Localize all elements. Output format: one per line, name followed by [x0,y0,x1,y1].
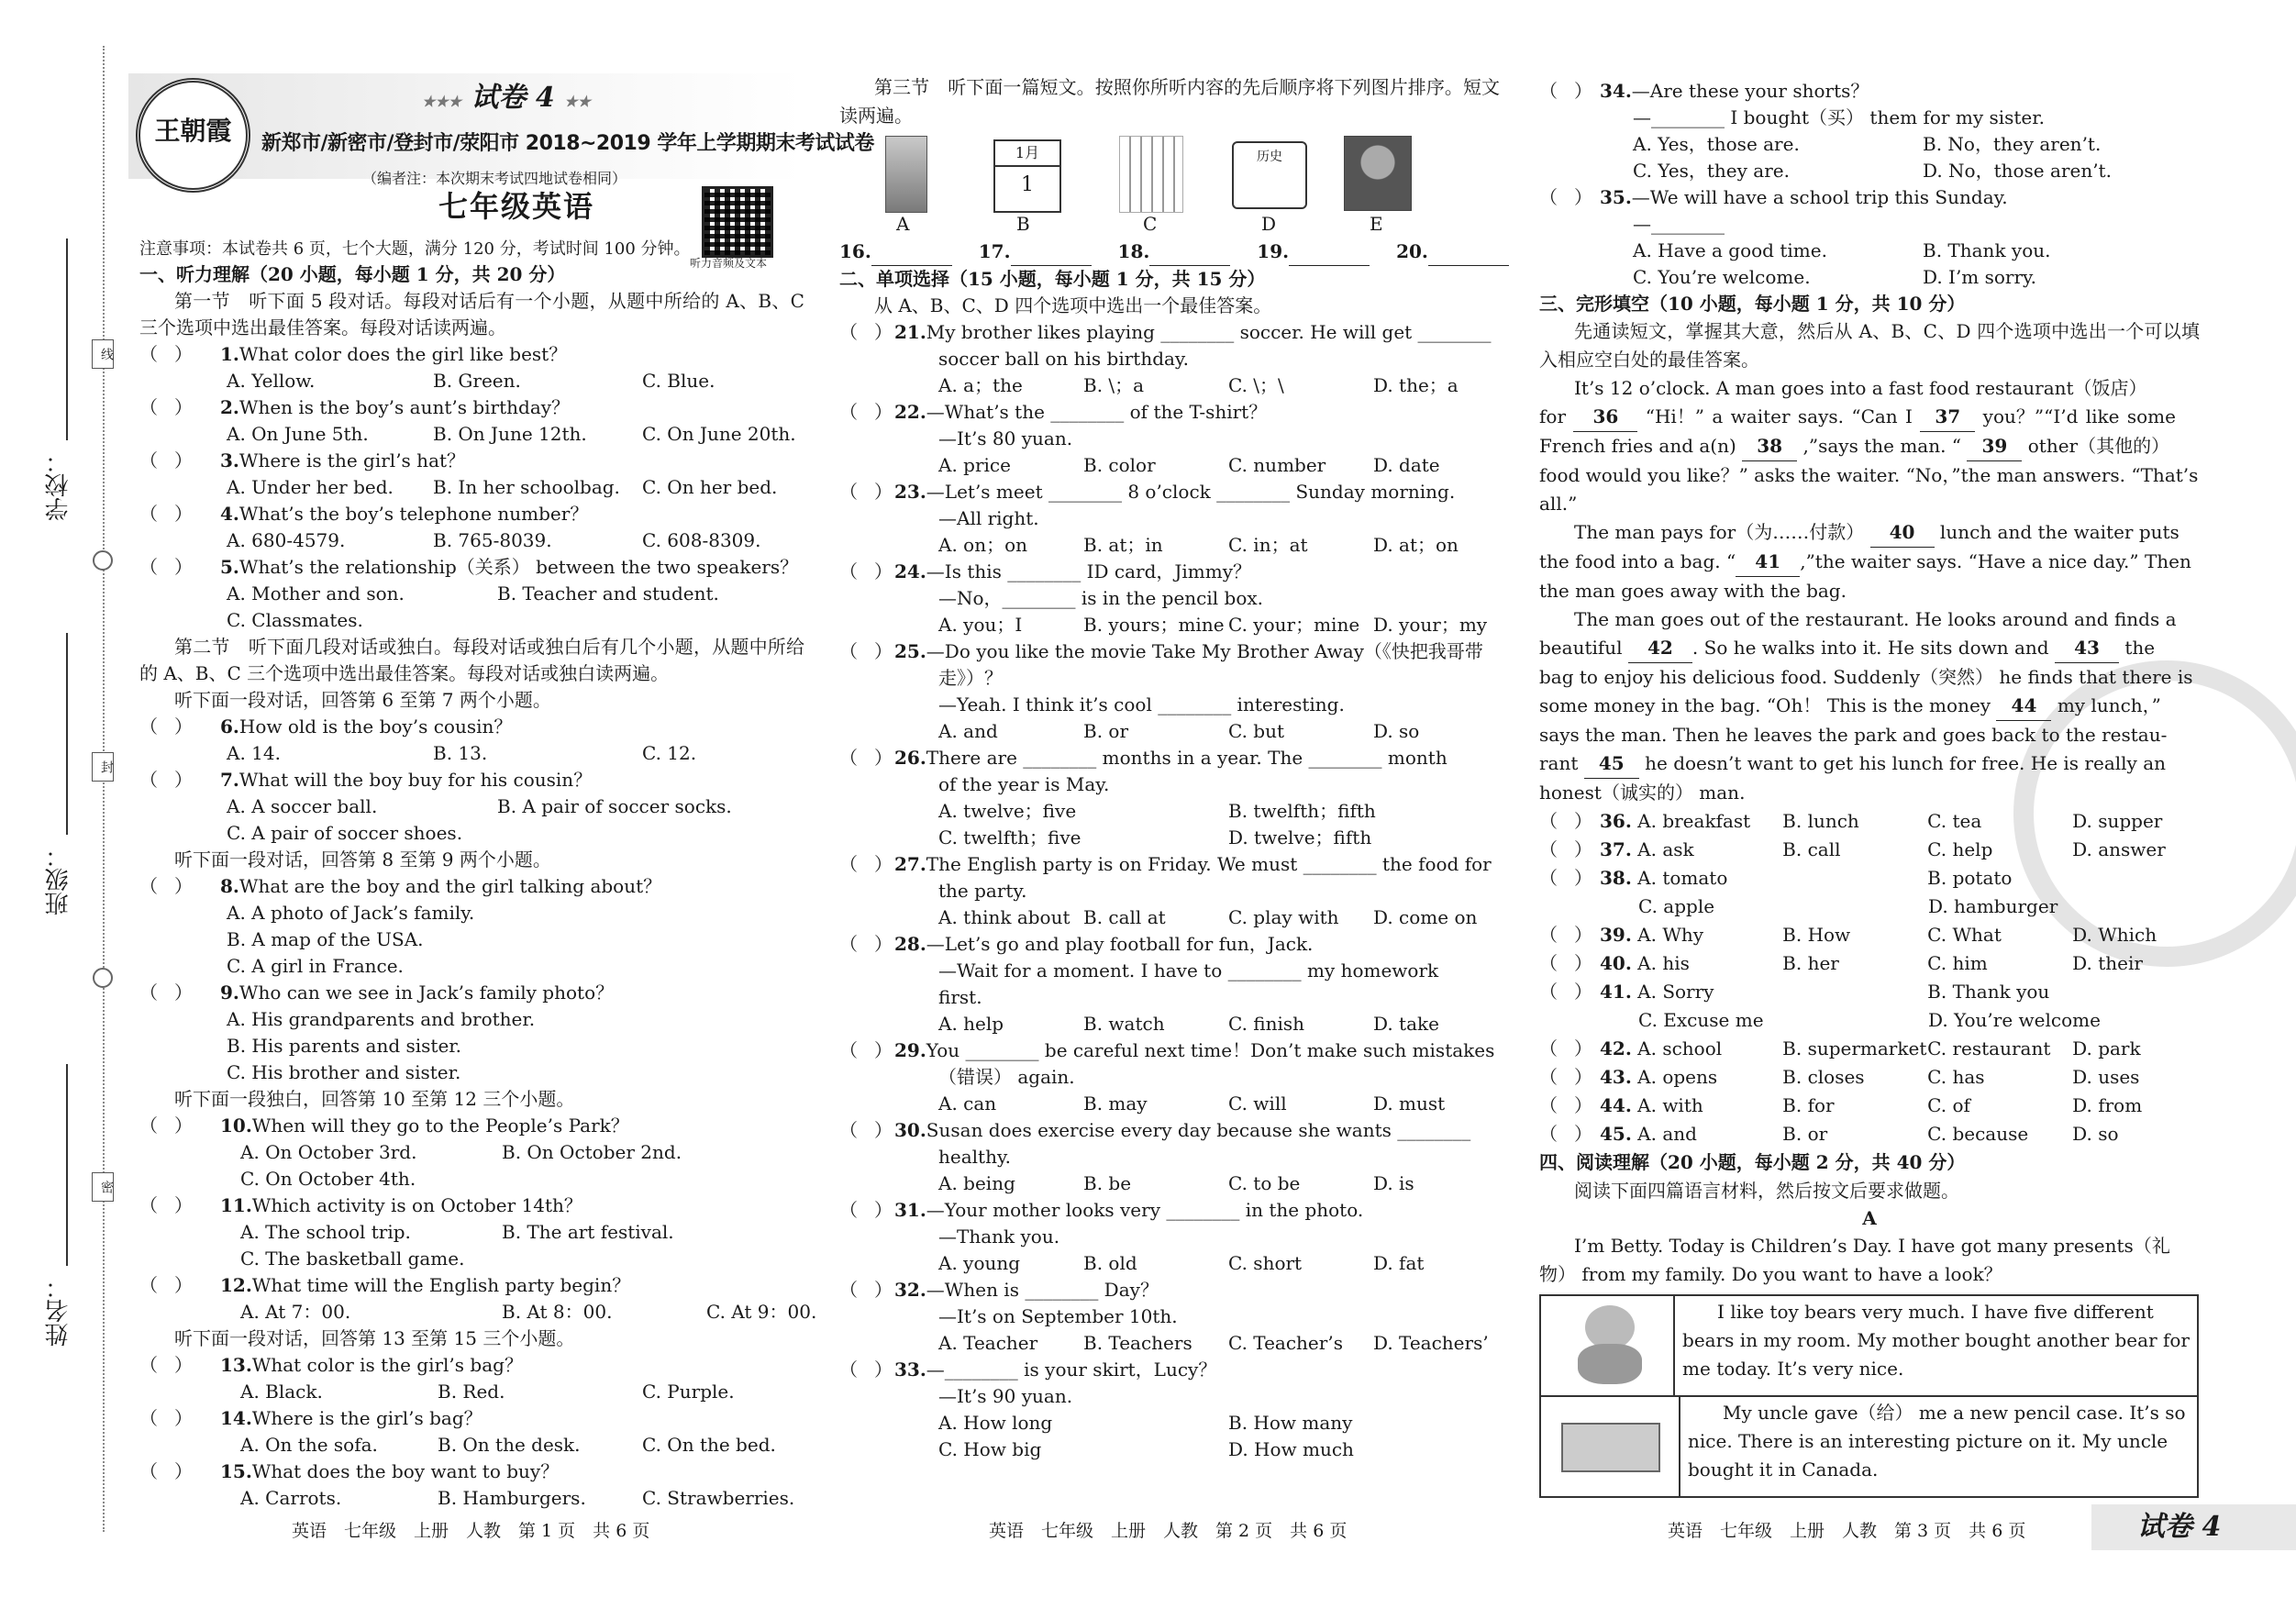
question-3: （ ） 3.Where is the girl’s hat？ A. Under her bed. B. In her schoolbag. C. On her bed. [139,449,778,498]
passage-a-intro: I’m Betty. Today is Children’s Day. I have got many presents（礼 [1574,1235,2170,1257]
part3-intro: 第三节 听下面一篇短文。按照你所听内容的先后顺序将下列图片排序。短文读两遍。 [839,76,1500,127]
question-28: （ ） 28.—Let’s go and play football for fun，Jack. —Wait for a moment. I have to ________ my homework first. A. help B. watch C. finish D. take [839,933,1439,1035]
section-2-intro: 从 A、B、C、D 四个选项中选出一个最佳答案。 [874,294,1272,316]
question-4: （ ） 4.What’s the boy’s telephone number？ A. 680-4579. B. 765-8039. C. 608-8309. [139,503,761,551]
blank-37[interactable]: 37 [1920,403,1975,432]
cloze-question-41: （ ） 41. A. Sorry B. Thank you [1539,981,2050,1003]
present-row-pencil-case: My uncle gave（给） me a new pencil case. It’s so nice. There is an interesting picture on it. My uncle bought it in Canada. [1541,1397,2197,1496]
blank-38[interactable]: 38 [1742,432,1797,461]
question-9: （ ） 9.Who can we see in Jack’s family photo？ A. His grandparents and brother. B. His parents and sister. C. His brother and sister. [139,981,615,1083]
dialogue-2-intro: 听下面一段对话，回答第 8 至第 9 两个小题。 [174,848,551,871]
cloze-question-39: （ ） 39. A. Why B. How C. What D. Which [1539,924,2157,946]
question-35: （ ） 35.—We will have a school trip this Sunday. —________ A. Have a good time. B. Thank you. C. You’re welcome. D. I’m sorry. [1539,186,2051,288]
cloze-questions: （ ） 36. A. breakfast B. lunch C. tea D. supper （ ） 37. A. ask B. call C. help D. answer （ ） 38. A. tomato B. potato C. apple D. hamburger （ ） 39. A. Why B. How C. What D. Which （ ） 40. A. his B. her C. him D. their （ ） 41. A. Sorry B. Thank you C. Excuse me D. You’re welcome （ ） 42. A. school B. supermarketC. restaurant D. park （ ） 43. A. opens B. closes C. has D. uses （ ） 44. A. with B. for C. of D. from （ ） 45. A. and B. or C. because D. so [1539,807,2200,1148]
blank-41[interactable]: 41 [1736,548,1800,577]
dialogue-4-intro: 听下面一段对话，回答第 13 至第 15 三个小题。 [174,1327,575,1349]
cloze-question-43: （ ） 43. A. opens B. closes C. has D. uses [1539,1066,2140,1088]
section-4-title: 四、阅读理解（20 小题，每小题 2 分，共 40 分） [1539,1151,1966,1173]
page-footer-3: 英语 七年级 上册 人教 第 3 页 共 6 页 [1668,1521,2026,1541]
cloze-question-45: （ ） 45. A. and B. or C. because D. so [1539,1123,2119,1145]
corner-label: 试卷 4 [2137,1511,2222,1543]
question-5: （ ） 5.What’s the relationship（关系） between the two speakers？ A. Mother and son. B. Teacher and student. C. Classmates. [139,556,799,631]
question-26: （ ） 26.There are ________ months in a year. The ________ month of the year is May. A. twelve；five B. twelfth；fifth C. twelfth；five D. twelve；fifth [839,747,1447,848]
answer-paren[interactable]: （ [139,343,158,365]
question-25: （ ） 25.—Do you like the movie Take My Brother Away（《快把我哥带 走》）？ —Yeah. I think it’s cool ________ interesting. A. and B. or C. but D. so [839,640,1483,742]
school-line[interactable] [66,238,68,440]
part2-intro: 第二节 听下面几段对话或独白。每段对话或独白后有几个小题，从题中所给的 A、B、C 三个选项中选出最佳答案。每段对话或独白读两遍。 [139,636,804,684]
question-34: （ ） 34.—Are these your shorts？ —________ I bought（买） them for my sister. A. Yes，those are. B. No，they aren’t. C. Yes，they are. D. No，those aren’t. [1539,80,2112,182]
question-2: （ ） 2.When is the boy’s aunt’s birthday？ A. On June 5th. B. On June 12th. C. On June 20th. [139,396,796,445]
question-10: （ ） 10.When will they go to the People’s Park？ A. On October 3rd. B. On October 2nd. C. On October 4th. [139,1115,682,1190]
cloze-question-37: （ ） 37. A. ask B. call C. help D. answer [1539,838,2166,860]
seal-mark-close: 密 [92,1172,114,1202]
column-1 [139,261,817,1512]
dialogue-1-intro: 听下面一段对话，回答第 6 至第 7 两个小题。 [174,689,551,711]
column-3: （ ） 34.—Are these your shorts？ —________ I bought（买） them for my sister. A. Yes，those are. B. No，they aren’t. C. Yes，they are. D. No，those aren’t. （ ） 35.—We will have a school trip this Sunday. —________ A. Have a good time. B. Thank you. C. You’re welcome. D. I’m sorry. 三、完形填空（10 小题，每小题 1 分，共 10 分） 先通读短文，掌握其大意，然后从 A、B、C、D 四个选项中选出一个可以填入相应空白处的最佳答案。 It’s 12 o’clock. A man goes into a fast food restaurant（饭店） for 36 “Hi！” a waiter says. “Can I 37 you？”“I’d like some French fries and a(n) 38 ,”says the man. “ 39 other（其他的） food would you like？” asks the waiter. “No，”the man answers. “That’s all.” The man pays for（为……付款） 40 lunch and the waiter puts the food into a bag. “ 41 ,”the waiter says. “Have a nice day.” Then the man goes away with the bag. The man goes out of the restaurant. He looks around and finds a beautiful 42 . So he walks into it. He sits down and 43 the bag to enjoy his delicious food. Suddenly（突然） he finds that there is some money in the bag. “Oh！ This is the money 44 my lunch，” says the man. Then he leaves the park and goes back to the restau- rant 45 he doesn’t want to get his lunch for free. He is really an honest（诚实的） man. （ ） 36. A. breakfast B. lunch C. tea D. supper （ ） 37. A. ask B. call C. help D. answer （ ） 38. A. tomato B. potato C. apple D. hamburger （ ） 39. A. Why B. How C. What D. Which （ ） 40. A. his B. her C. him D. their （ ） 41. A. Sorry B. Thank you C. Excuse me D. You’re welcome （ ） 42. A. school B. supermarketC. restaurant D. park （ ） 43. A. opens B. closes C. has D. uses （ ） 44. A. with B. for C. of D. from （ ） 45. A. and B. or C. because D. so 四、阅读理解（20 小题，每小题 2 分，共 40 分） 阅读下面四篇语言材料，然后按文后要求做题。 A I’m Betty. Today is Children’s Day. I have got many presents（礼 物） from my family. Do you want to have a look？ I like toy bears very much. I have five different bears in my room. My mother bought another bear for me today. It’s very nice. My uncle gave（给） me a new pencil case. It’s so nice. There is an interesting picture on it. My uncle bought it in Canada. [1539,78,2200,1498]
picture-row: 1月 1 历史 A B C D E [839,136,1500,238]
subject-title: 七年级英语 [438,189,595,224]
blank-42[interactable]: 42 [1628,634,1692,663]
notice: 注意事项：本试卷共 6 页，七个大题，满分 120 分，考试时间 100 分钟。 [139,239,691,259]
school-label: 学校： [45,449,72,521]
book-picture [885,136,927,213]
hole-icon [93,968,113,988]
question-24: （ ） 24.—Is this ________ ID card，Jimmy？ —No，________ is in the pencil box. A. you；I B. yours；mine C. your；mine D. your；my [839,560,1488,636]
people-picture [1119,136,1183,213]
name-line[interactable] [66,1064,68,1266]
class-line[interactable] [66,633,68,835]
question-14: （ ） 14.Where is the girl’s bag？ A. On the sofa. B. On the desk. C. On the bed. [139,1407,776,1456]
question-1: （ ） 1.What color does the girl like best？ A. Yellow. B. Green. C. Blue. [139,343,715,392]
ordering-answers: 16. 17. 18. 19. 20. [839,238,1500,266]
section-3-intro: 先通读短文，掌握其大意，然后从 A、B、C、D 四个选项中选出一个可以填入相应空白处的最佳答案。 [1539,320,2200,371]
page-footer-2: 英语 七年级 上册 人教 第 2 页 共 6 页 [989,1521,1348,1541]
question-12: （ ） 12.What time will the English party begin？ A. At 7：00. B. At 8：00. C. At 9：00. [139,1274,817,1323]
section-3-title: 三、完形填空（10 小题，每小题 1 分，共 10 分） [1539,293,1966,315]
present-row-bear: I like toy bears very much. I have five different bears in my room. My mother bought another bear for me today. It’s very nice. [1541,1296,2197,1397]
cloze-question-38: （ ） 38. A. tomato B. potato [1539,867,2013,889]
star-icon: ★★★ [422,93,462,110]
paper-number: ★★★ 试卷 4 ★★ [422,82,591,114]
question-8: （ ） 8.What are the boy and the girl talking about？ A. A photo of Jack’s family. B. A map of the USA. C. A girl in France. [139,875,662,977]
blank-43[interactable]: 43 [2055,634,2119,663]
exam-title: 新郑市/新密市/登封市/荥阳市 2018~2019 学年上学期期末考试试卷 [261,132,874,155]
binding-line [103,46,105,1532]
question-27: （ ） 27.The English party is on Friday. We must ________ the food for the party. A. think about B. call at C. play with D. come on [839,853,1492,928]
blank-36[interactable]: 36 [1573,403,1637,432]
calendar-picture: 1月 1 [993,139,1061,213]
brand-text: 王朝霞 [154,116,232,146]
question-31: （ ） 31.—Your mother looks very ________ in the photo. —Thank you. A. young B. old C. short D. fat [839,1199,1425,1274]
qr-caption: 听力音频及文本 [690,257,768,270]
monologue-intro: 听下面一段独白，回答第 10 至第 12 三个小题。 [174,1088,575,1110]
cloze-question-40: （ ） 40. A. his B. her C. him D. their [1539,952,2143,974]
question-15: （ ） 15.What does the boy want to buy？ A. Carrots. B. Hamburgers. C. Strawberries. [139,1460,795,1509]
section-2-title: 二、单项选择（15 小题，每小题 1 分，共 15 分） [839,268,1266,290]
brand-logo [136,78,250,193]
teddy-bear-image [1541,1296,1675,1395]
question-13: （ ） 13.What color is the girl’s bag？ A. Black. B. Red. C. Purple. [139,1354,735,1403]
question-33: （ ） 33.—________ is your skirt，Lucy？ —It’s 90 yuan. A. How long B. How many C. How big D. How much [839,1359,1354,1460]
passage-a-label: A [1862,1207,1877,1229]
page-footer-1: 英语 七年级 上册 人教 第 1 页 共 6 页 [292,1521,650,1541]
question-6: （ ） 6.How old is the boy’s cousin？ A. 14. B. 13. C. 12. [139,715,697,764]
question-7: （ ） 7.What will the boy buy for his cousin？ A. A soccer ball. B. A pair of soccer socks. C. A pair of soccer shoes. [139,769,732,844]
question-30: （ ） 30.Susan does exercise every day because she wants ________ healthy. A. being B. be C. to be D. is [839,1119,1471,1194]
column-2 [839,73,1500,1463]
basketball-picture [1344,136,1412,211]
history-book-picture: 历史 [1232,141,1307,209]
star-icon: ★★ [564,93,591,110]
blank-44[interactable]: 44 [1996,692,2051,721]
part1-intro: 第一节 听下面 5 段对话。每段对话后有一个小题，从题中所给的 A、B、C 三个选项中选出最佳答案。每段对话读两遍。 [139,290,804,338]
question-22: （ ） 22.—What’s the ________ of the T-shirt？ —It’s 80 yuan. A. price B. color C. number D. date [839,401,1440,476]
hole-icon [93,550,113,571]
presents-table [1539,1294,2199,1498]
blank-39[interactable]: 39 [1967,432,2022,461]
blank-45[interactable]: 45 [1584,749,1639,779]
blank-40[interactable]: 40 [1870,518,1935,548]
question-21: （ ） 21.My brother likes playing ________ soccer. He will get ________ soccer ball on his birthday. A. a；the B. \；a C. \；\ D. the；a [839,321,1492,396]
seal-mark-seal: 封 [92,752,114,782]
section-1-title: 一、听力理解（20 小题，每小题 1 分，共 20 分） [139,263,566,285]
question-11: （ ） 11.Which activity is on October 14th？ A. The school trip. B. The art festival. C. The basketball game. [139,1194,674,1270]
class-label: 班级： [45,844,72,915]
section-4-intro: 阅读下面四篇语言材料，然后按文后要求做题。 [1574,1180,1959,1202]
cloze-question-36: （ ） 36. A. breakfast B. lunch C. tea D. supper [1539,810,2163,832]
pencil-case-image [1541,1397,1680,1496]
qr-code[interactable] [702,186,773,258]
question-29: （ ） 29.You ________ be careful next time！Don’t make such mistakes （错误） again. A. can B. may C. will D. must [839,1039,1495,1115]
name-label: 姓名： [45,1275,72,1347]
cloze-question-42: （ ） 42. A. school B. supermarketC. restaurant D. park [1539,1037,2141,1059]
question-32: （ ） 32.—When is ________ Day？ —It’s on September 10th. A. Teacher B. Teachers C. Teacher’s D. Teachers’ [839,1279,1489,1354]
cloze-passage: It’s 12 o’clock. A man goes into a fast food restaurant（饭店） for 36 “Hi！” a waiter says. “Can I 37 you？”“I’d like some French fries and a(n) 38 ,”says the man. “ 39 other（其他的） food would you like？” asks the waiter. “No，”the man answers. “That’s all.” The man pays for（为……付款） 40 lunch and the waiter puts the food into a bag. “ 41 ,”the waiter says. “Have a nice day.” Then the man goes away with the bag. The man goes out of the restaurant. He looks around and finds a beautiful 42 . So he walks into it. He sits down and 43 the bag to enjoy his delicious food. Suddenly（突然） he finds that there is some money in the bag. “Oh！ This is the money 44 my lunch，” says the man. Then he leaves the park and goes back to the restau- rant 45 he doesn’t want to get his lunch for free. He is really an honest（诚实的） man. [1539,377,2199,804]
question-23: （ ） 23.—Let’s meet ________ 8 o’clock ________ Sunday morning. —All right. A. on；on B. at；in C. in；at D. at；on [839,481,1459,556]
seal-mark-line: 线 [92,339,114,369]
cloze-question-44: （ ） 44. A. with B. for C. of D. from [1539,1094,2143,1116]
answer-blank[interactable] [871,238,952,266]
editor-note: （编者注：本次期末考试四地试卷相同） [362,170,627,187]
